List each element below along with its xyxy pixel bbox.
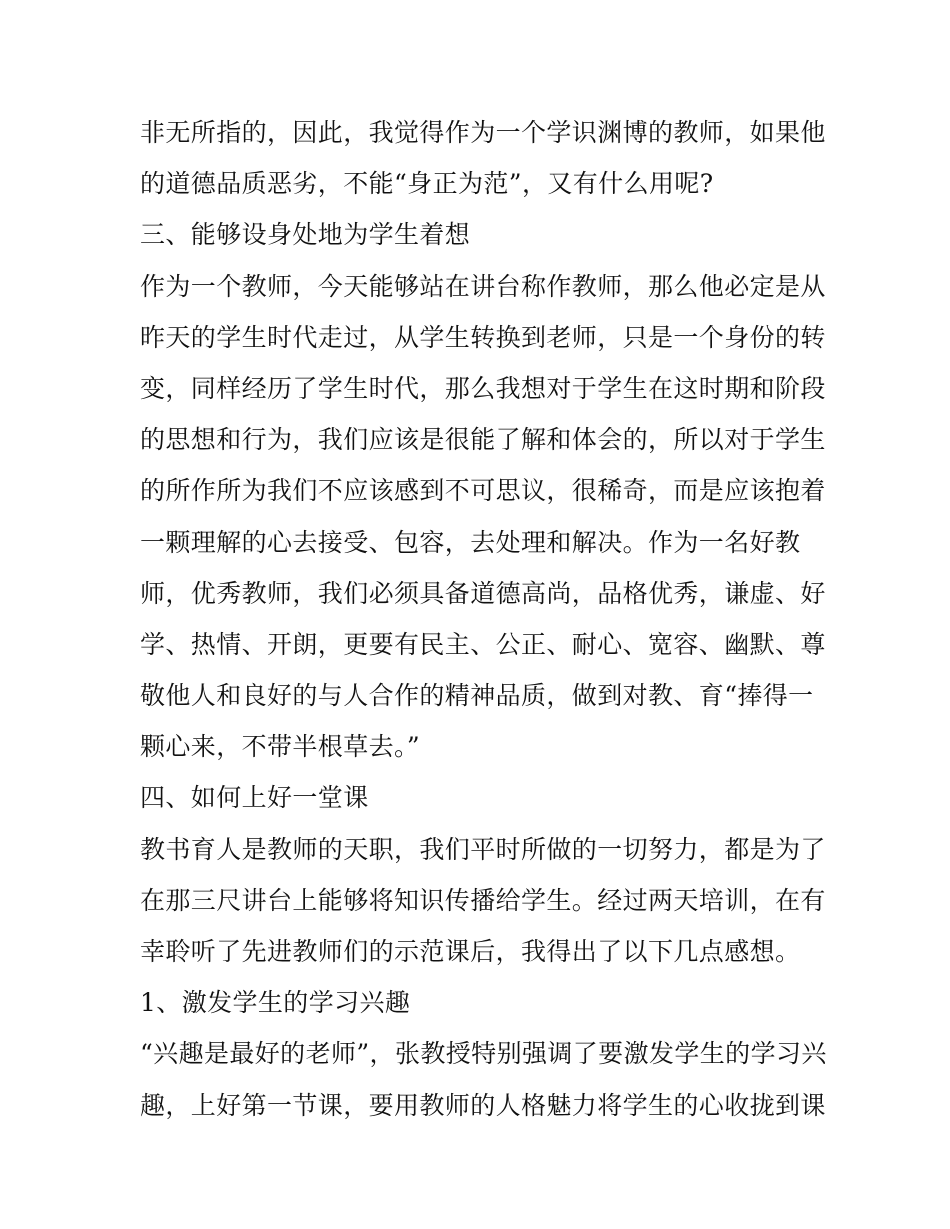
- paragraph-line: 的思想和行为，我们应该是很能了解和体会的，所以对于学生: [140, 425, 826, 455]
- paragraph-line: 敬他人和良好的与人合作的精神品质，做到对教、育“捧得一: [140, 681, 814, 711]
- paragraph-line: 幸聆听了先进教师们的示范课后，我得出了以下几点感想。: [140, 937, 801, 966]
- paragraph-line: 颗心来，不带半根草去。”: [140, 732, 421, 762]
- paragraph-line: 的所作所为我们不应该感到不可思议，很稀奇，而是应该抱着: [140, 476, 826, 506]
- section-heading: 三、能够设身处地为学生着想: [140, 220, 471, 250]
- paragraph-line: 一颗理解的心去接受、包容，去处理和解决。作为一名好教: [140, 527, 801, 557]
- paragraph-line: 趣，上好第一节课，要用教师的人格魅力将学生的心收拢到课: [140, 1090, 826, 1120]
- paragraph-line: 师，优秀教师，我们必须具备道德高尚，品格优秀，谦虚、好: [140, 578, 826, 608]
- paragraph-line: 作为一个教师，今天能够站在讲台称作教师，那么他必定是从: [140, 271, 826, 301]
- document-body: [140, 107, 827, 1131]
- section-heading: 四、如何上好一堂课: [140, 783, 369, 813]
- paragraph-line: 的道德品质恶劣，不能“身正为范”，又有什么用呢?: [140, 169, 714, 199]
- paragraph-line: 教书育人是教师的天职，我们平时所做的一切努力，都是为了: [140, 834, 826, 864]
- paragraph-line: “兴趣是最好的老师”，张教授特别强调了要激发学生的学习兴: [140, 1039, 827, 1069]
- paragraph-line: 非无所指的，因此，我觉得作为一个学识渊博的教师，如果他: [140, 118, 826, 147]
- paragraph-line: 变，同样经历了学生时代，那么我想对于学生在这时期和阶段: [140, 373, 826, 403]
- paragraph-line: 昨天的学生时代走过，从学生转换到老师，只是一个身份的转: [140, 322, 826, 352]
- subsection-heading: 1、激发学生的学习兴趣: [140, 988, 411, 1018]
- paragraph-line: 学、热情、开朗，更要有民主、公正、耐心、宽容、幽默、尊: [140, 629, 826, 659]
- paragraph-line: 在那三尺讲台上能够将知识传播给学生。经过两天培训，在有: [140, 885, 826, 915]
